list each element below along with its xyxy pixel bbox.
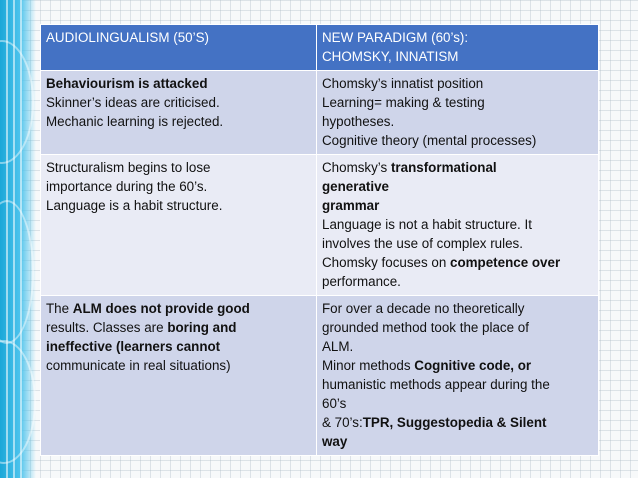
row2-right-line2: generative <box>322 179 389 194</box>
row2-right-line1 <box>322 158 593 177</box>
row2-right-line6-bold: competence over <box>450 255 561 270</box>
header-col1-text: AUDIOLINGUALISM (50’S) <box>46 30 209 45</box>
left-decorative-band <box>0 0 36 478</box>
row3-right-line7-bold: TPR, Suggestopedia & Silent <box>362 415 547 430</box>
row3-right-line4 <box>322 356 593 375</box>
table-row <box>41 71 599 155</box>
row3-right-line2: grounded method took the place of <box>322 320 529 335</box>
row3-right-line7 <box>322 413 593 432</box>
header-audiolingualism <box>41 25 317 71</box>
row2-right-line6-plain: Chomsky focuses on <box>322 255 451 270</box>
comparison-table <box>40 24 599 456</box>
row3-left-cell <box>41 296 317 456</box>
row2-right-line5: involves the use of complex rules. <box>322 236 523 251</box>
row3-right-line4-bold: Cognitive code, or <box>414 358 532 373</box>
row3-right-line5: humanistic methods appear during the <box>322 377 550 392</box>
row3-right-line6: 60’s <box>322 396 347 411</box>
header-col2-line1: NEW PARADIGM (60’s): <box>322 30 469 45</box>
row2-left-line3: Language is a habit structure. <box>46 198 223 213</box>
row2-right-line3: grammar <box>322 198 380 213</box>
row2-right-line4: Language is not a habit structure. It <box>322 217 532 232</box>
header-col2-line2: CHOMSKY, INNATISM <box>322 49 459 64</box>
table-row <box>41 155 599 296</box>
row2-right-line6 <box>322 253 593 272</box>
row2-right-line1-bold: transformational <box>390 160 497 175</box>
row3-right-line3: ALM. <box>322 339 354 354</box>
table-row <box>41 296 599 456</box>
row2-right-line7: performance. <box>322 274 401 289</box>
row1-left-line2: Skinner’s ideas are criticised. <box>46 95 220 110</box>
table-header-row <box>41 25 599 71</box>
row3-right-cell <box>317 296 599 456</box>
row3-right-line7-plain: & 70’s: <box>322 415 363 430</box>
row3-right-line4-plain: Minor methods <box>322 358 415 373</box>
header-new-paradigm <box>317 25 599 71</box>
row2-left-cell <box>41 155 317 296</box>
row3-right-line8: way <box>322 434 348 449</box>
row2-right-line1-plain: Chomsky’s <box>322 160 391 175</box>
row3-left-line4: communicate in real situations) <box>46 358 231 373</box>
row3-left-line3: ineffective (learners cannot <box>46 339 221 354</box>
row3-left-line1-plain: The <box>46 301 73 316</box>
row3-left-line2 <box>46 318 311 337</box>
row1-right-line3: hypotheses. <box>322 114 395 129</box>
row2-right-cell <box>317 155 599 296</box>
row1-right-line4: Cognitive theory (mental processes) <box>322 133 537 148</box>
row1-right-line2: Learning= making & testing <box>322 95 485 110</box>
row1-right-cell <box>317 71 599 155</box>
row1-left-cell <box>41 71 317 155</box>
row3-left-line1 <box>46 299 311 318</box>
row3-right-line1: For over a decade no theoretically <box>322 301 525 316</box>
row1-left-line1: Behaviourism is attacked <box>46 76 208 91</box>
row1-left-line3: Mechanic learning is rejected. <box>46 114 224 129</box>
row2-left-line2: importance during the 60’s. <box>46 179 208 194</box>
row3-left-line2-plain: results. Classes are <box>46 320 168 335</box>
row3-left-line2-bold: boring and <box>167 320 237 335</box>
row2-left-line1: Structuralism begins to lose <box>46 160 211 175</box>
row3-left-line1-bold: ALM does not provide good <box>72 301 250 316</box>
row1-right-line1: Chomsky’s innatist position <box>322 76 484 91</box>
